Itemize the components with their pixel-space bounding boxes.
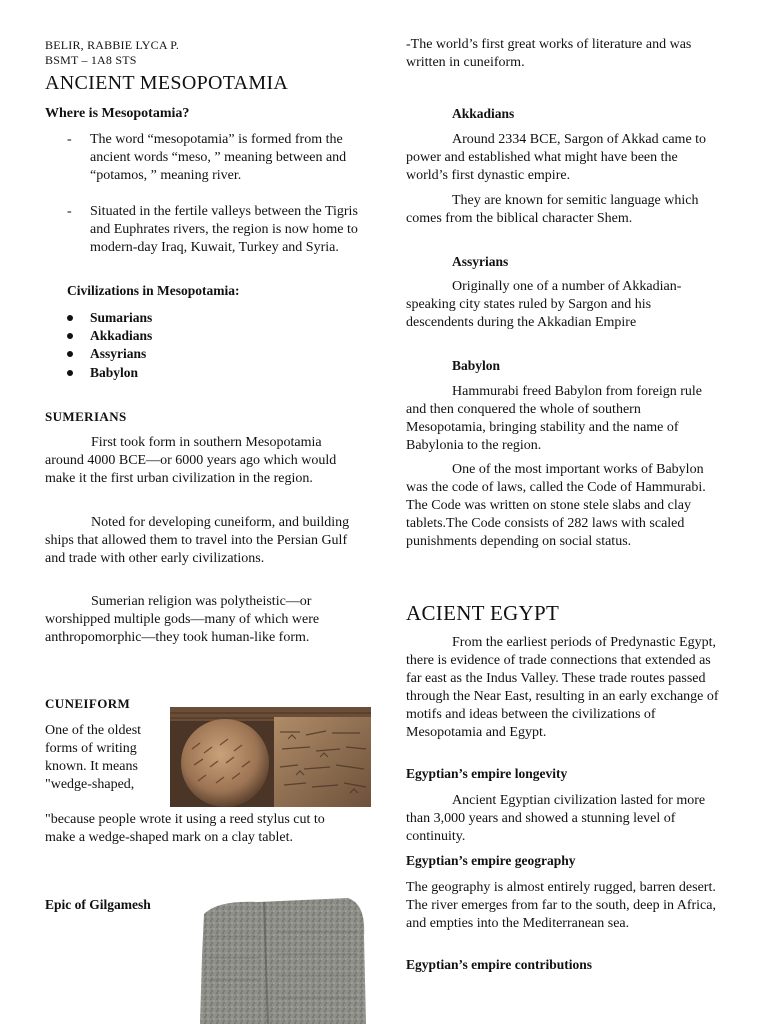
course-code: BSMT – 1A8 STS — [45, 53, 137, 67]
egypt-longevity-heading: Egyptian’s empire longevity — [406, 766, 568, 781]
assyrians-paragraph: Originally one of a number of Akkadian-speaking city states ruled by Sargon and his descendents during the Akkadian Empire — [406, 279, 682, 330]
gilgamesh-tablet-image — [198, 896, 369, 1024]
egypt-contributions-heading: Egyptian’s empire contributions — [406, 957, 593, 972]
sumerians-paragraph-3: Sumerian religion was polytheistic—or worshipped multiple gods—many of which were anthropomorphic—they took human-like form. — [45, 594, 320, 645]
civilization-item: Assyrians — [67, 345, 146, 363]
babylon-paragraph-1: Hammurabi freed Babylon from foreign rule and then conquered the whole of southern Mesopotamia, bringing stability and the name of Babylonia to the region. — [406, 384, 702, 453]
babylon-paragraph-2: One of the most important works of Babylon was the code of laws, called the Code of Hammurabi. The Code was written on stone stele slabs and clay tablets.The Code consists of 282 laws with scaled punishments depending on social status. — [406, 462, 706, 549]
civilization-item: Sumarians — [67, 309, 152, 327]
sumerians-paragraph-2: Noted for developing cuneiform, and building ships that allowed them to travel into the Persian Gulf and trade with other early civilizations. — [45, 515, 350, 566]
cuneiform-text-a: One of the oldest forms of writing known. It means "wedge-shaped, — [45, 723, 142, 792]
egypt-longevity-text: Ancient Egyptian civilization lasted for more than 3,000 years and showed a stunning level of continuity. — [406, 793, 706, 844]
sumerians-paragraph-1: First took form in southern Mesopotamia around 4000 BCE—or 6000 years ago which would make it the first urban civilization in the region. — [45, 435, 337, 486]
cuneiform-heading: CUNEIFORM — [45, 696, 131, 711]
egypt-paragraph: From the earliest periods of Predynastic Egypt, there is evidence of trade connections that extended as far east as the Indus Valley. These trade routes passed through the Near East, resulting in an early exchange of motifs and ideas between the civilizations of Mesopotamia and Egypt. — [406, 635, 719, 740]
cuneiform-text-b: "because people wrote it using a reed stylus cut to make a wedge-shaped mark on a clay tablet. — [45, 812, 325, 845]
akkadians-heading: Akkadians — [452, 106, 515, 121]
akkadians-paragraph-1: Around 2334 BCE, Sargon of Akkad came to power and established what might have been the world’s first dynastic empire. — [406, 132, 707, 183]
akkadians-paragraph-2: They are known for semitic language which comes from the biblical character Shem. — [406, 193, 699, 226]
gilgamesh-description: -The world’s first great works of literature and was written in cuneiform. — [406, 37, 692, 70]
egypt-geography-heading: Egyptian’s empire geography — [406, 853, 576, 868]
assyrians-heading: Assyrians — [452, 254, 509, 269]
babylon-heading: Babylon — [452, 358, 501, 373]
egypt-title: ACIENT EGYPT — [406, 601, 560, 625]
civilization-item: Akkadians — [67, 327, 152, 345]
civilizations-heading: Civilizations in Mesopotamia: — [67, 283, 240, 298]
civilization-item: Babylon — [67, 364, 138, 382]
sumerians-heading: SUMERIANS — [45, 409, 127, 424]
where-heading: Where is Mesopotamia? — [45, 106, 190, 121]
cuneiform-tablet-image — [170, 707, 371, 807]
egypt-geography-text: The geography is almost entirely rugged, barren desert. The river emerges from far to the south, deep in Africa, and empties into the Mediterranean sea. — [406, 880, 716, 931]
gilgamesh-heading: Epic of Gilgamesh — [45, 897, 151, 912]
author-name: BELIR, RABBIE LYCA P. — [45, 38, 180, 52]
page-title: ANCIENT MESOPOTAMIA — [45, 72, 289, 94]
